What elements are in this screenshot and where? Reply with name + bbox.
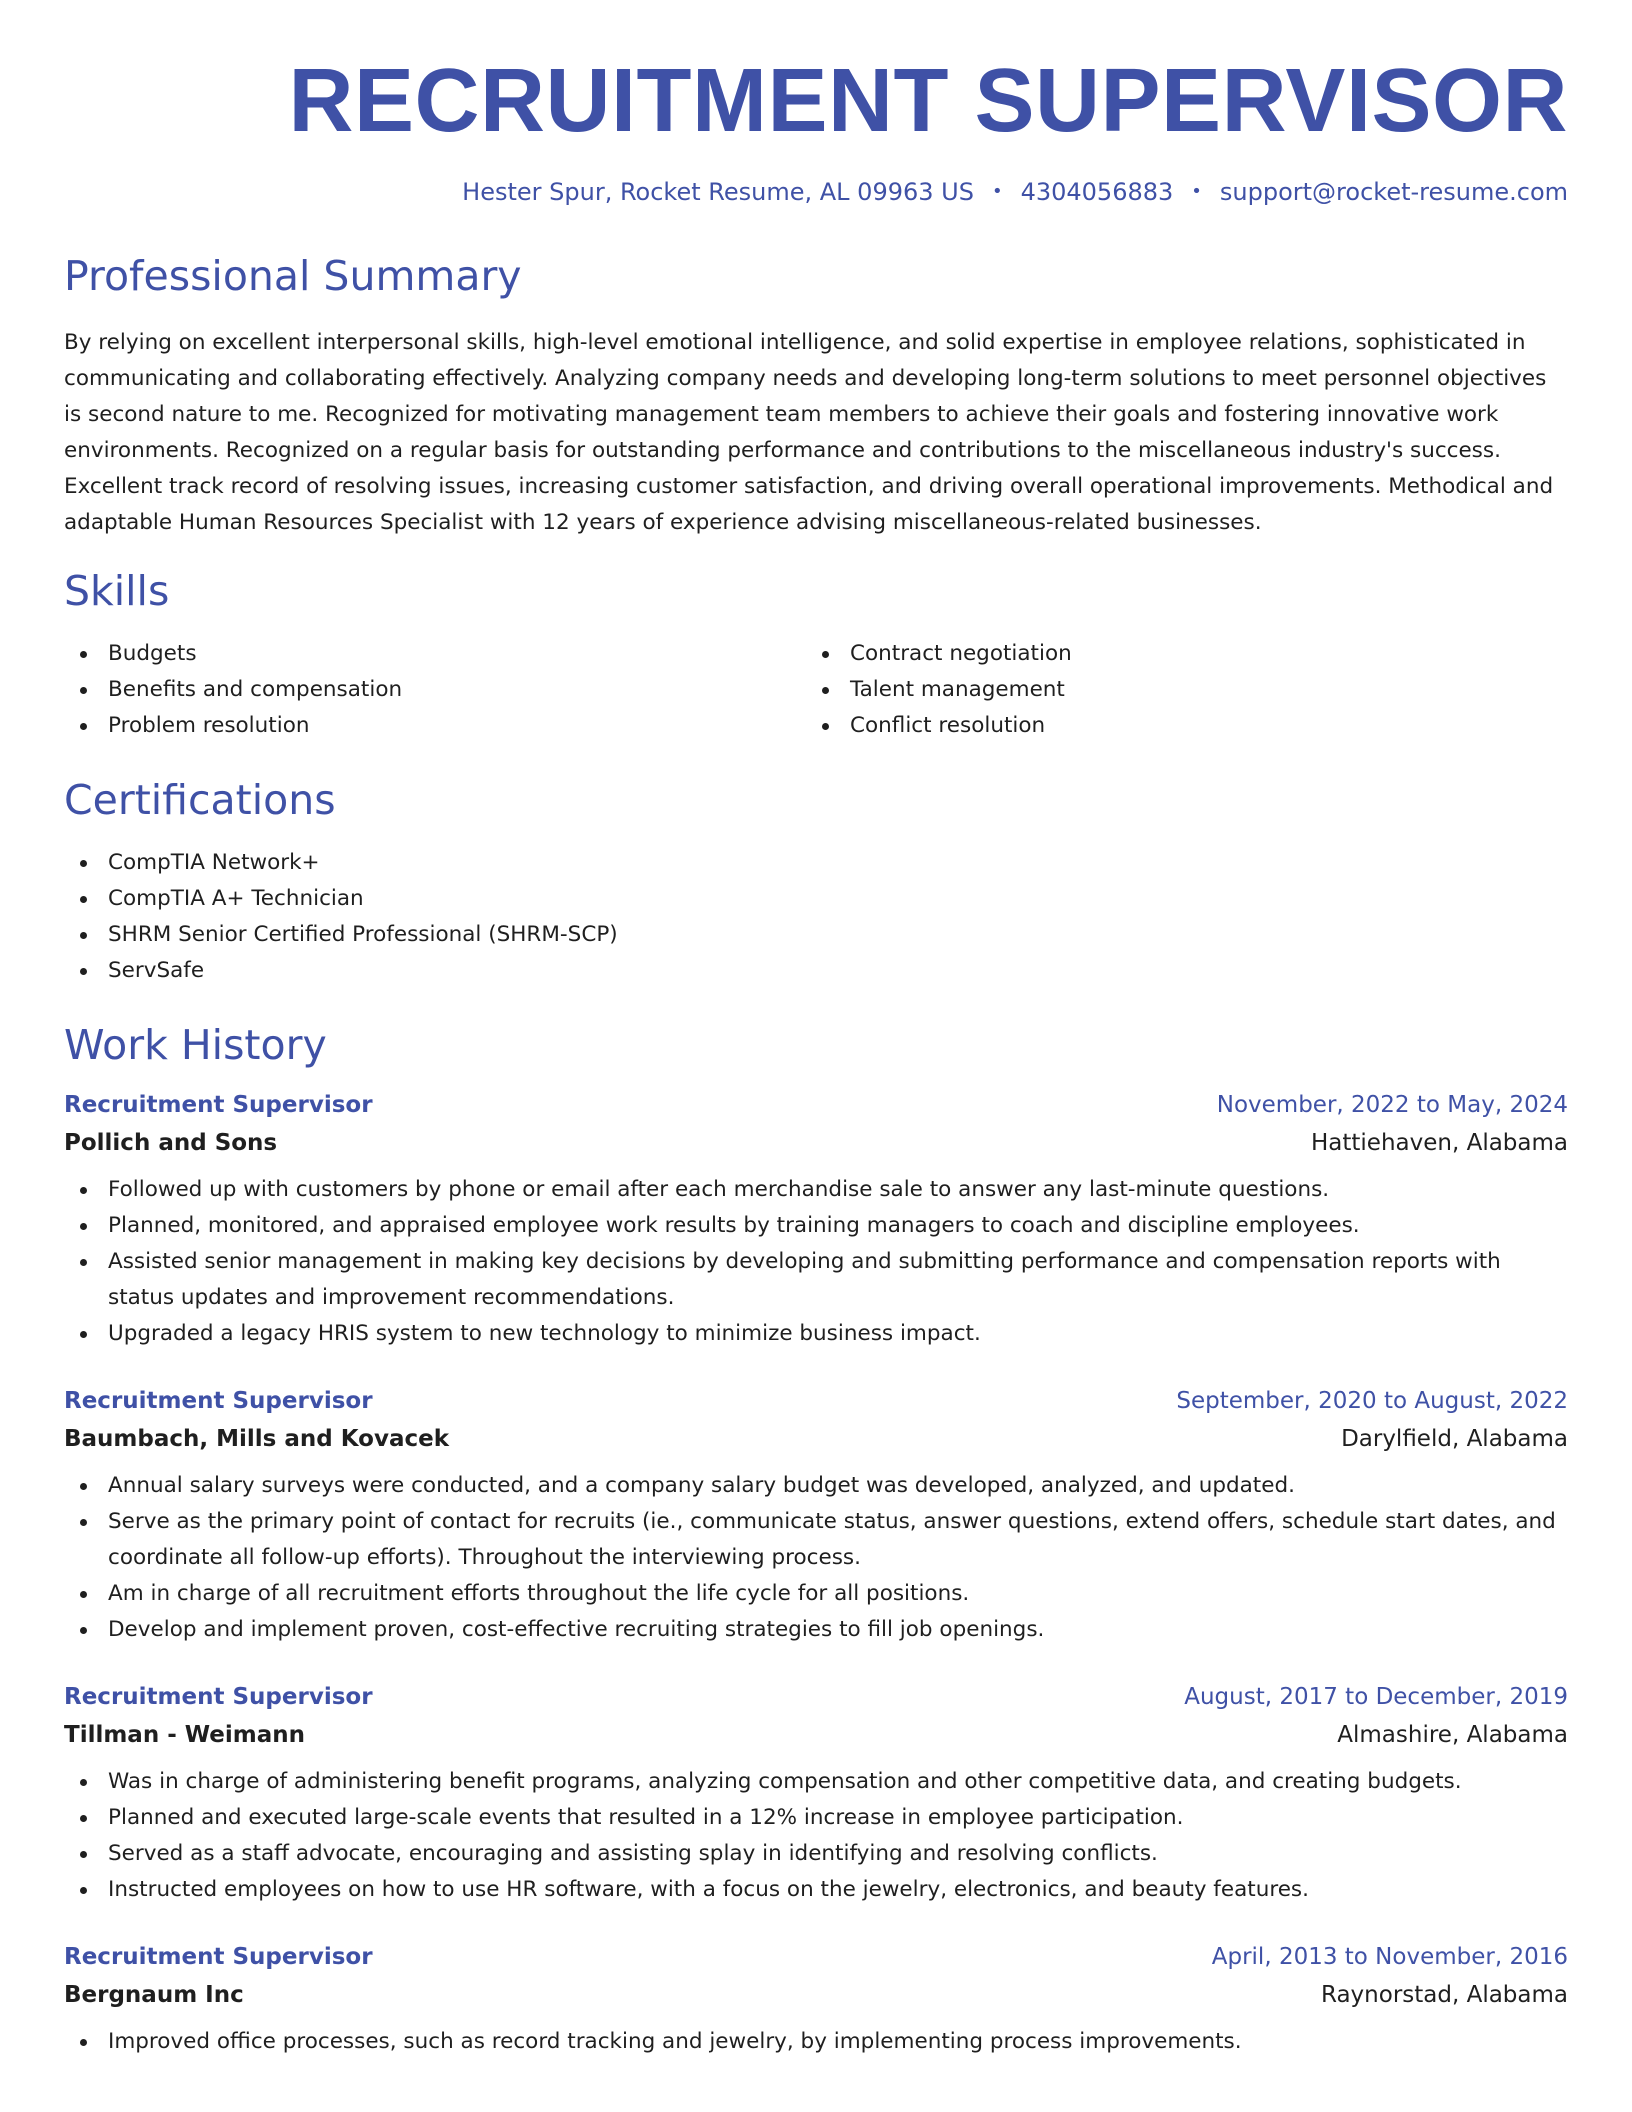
skills-grid <box>64 636 1568 744</box>
job-header <box>64 1682 1568 1712</box>
job-subheader <box>64 1720 1568 1750</box>
skills-list-left <box>64 636 806 744</box>
job-bullets <box>64 1172 1568 1352</box>
job-bullet: Served as a staff advocate, encouraging and assisting splay in identifying and resolving conflicts. <box>64 1836 1568 1872</box>
job-bullet: Annual salary surveys were conducted, and a company salary budget was developed, analyzed, and updated. <box>64 1468 1568 1504</box>
job-company: Bergnaum Inc <box>64 1982 244 2008</box>
job-title: Recruitment Supervisor <box>64 1092 373 1118</box>
job-bullet: Assisted senior management in making key decisions by developing and submitting performance and compensation reports with status updates and improvement recommendations. <box>64 1244 1568 1316</box>
job-bullet: Planned and executed large-scale events that resulted in a 12% increase in employee participation. <box>64 1800 1568 1836</box>
summary-heading: Professional Summary <box>64 252 522 300</box>
skill-item: Talent management <box>806 672 1548 708</box>
job-subheader <box>64 1128 1568 1158</box>
resume-name: RECRUITMENT SUPERVISOR <box>288 51 1568 151</box>
job-bullet: Develop and implement proven, cost-effective recruiting strategies to fill job openings. <box>64 1612 1568 1648</box>
job-bullet: Planned, monitored, and appraised employee work results by training managers to coach and discipline employees. <box>64 1208 1568 1244</box>
summary-text: By relying on excellent interpersonal skills, high-level emotional intelligence, and solid expertise in employee relations, sophisticated in communicating and collaborating effectively. Analyzing company needs and developing long-term solutions to meet personnel objectives is second nature to me. Recognized for motivating management team members to achieve their goals and fostering innovative work environments. Recognized on a regular basis for outstanding performance and contributions to the miscellaneous industry's success. Excellent track record of resolving issues, increasing customer satisfaction, and driving overall operational improvements. Methodical and adaptable Human Resources Specialist with 12 years of experience advising miscellaneous-related businesses. <box>64 330 1554 535</box>
job-bullet: Improved office processes, such as record tracking and jewelry, by implementing process improvements. <box>64 2024 1568 2060</box>
certification-item: CompTIA Network+ <box>64 845 1568 881</box>
job-subheader <box>64 1424 1568 1454</box>
skills-list-right <box>806 636 1548 744</box>
job-entry <box>64 1090 1568 1352</box>
skill-item: Problem resolution <box>64 708 806 744</box>
job-entry <box>64 1386 1568 1648</box>
work-history-heading: Work History <box>64 1021 327 1069</box>
job-location: Darylfield, Alabama <box>1341 1426 1568 1452</box>
job-location: Almashire, Alabama <box>1337 1722 1568 1748</box>
job-header <box>64 1942 1568 1972</box>
job-header <box>64 1090 1568 1120</box>
contact-phone: 4304056883 <box>1020 178 1174 206</box>
job-bullets <box>64 2024 1568 2060</box>
contact-separator: • <box>991 181 1003 202</box>
skill-item: Contract negotiation <box>806 636 1548 672</box>
certification-item: ServSafe <box>64 953 1568 989</box>
certification-item: CompTIA A+ Technician <box>64 881 1568 917</box>
job-title: Recruitment Supervisor <box>64 1388 373 1414</box>
job-dates: August, 2017 to December, 2019 <box>1184 1684 1568 1710</box>
job-header <box>64 1386 1568 1416</box>
job-bullets <box>64 1468 1568 1648</box>
job-bullet: Was in charge of administering benefit programs, analyzing compensation and other competitive data, and creating budgets. <box>64 1764 1568 1800</box>
job-bullet: Followed up with customers by phone or email after each merchandise sale to answer any last-minute questions. <box>64 1172 1568 1208</box>
contact-email: support@rocket-resume.com <box>1219 178 1568 206</box>
job-title: Recruitment Supervisor <box>64 1684 373 1710</box>
job-location: Hattiehaven, Alabama <box>1310 1130 1568 1156</box>
job-bullets <box>64 1764 1568 1908</box>
job-dates: September, 2020 to August, 2022 <box>1176 1388 1568 1414</box>
job-entry <box>64 1682 1568 1908</box>
job-bullet: Serve as the primary point of contact for recruits (ie., communicate status, answer questions, extend offers, schedule start dates, and coordinate all follow-up efforts). Throughout the interviewing process. <box>64 1504 1568 1576</box>
job-company: Baumbach, Mills and Kovacek <box>64 1426 449 1452</box>
job-company: Pollich and Sons <box>64 1130 278 1156</box>
job-location: Raynorstad, Alabama <box>1320 1982 1568 2008</box>
skill-item: Benefits and compensation <box>64 672 806 708</box>
certifications-heading: Certifications <box>64 776 336 824</box>
job-bullet: Am in charge of all recruitment efforts throughout the life cycle for all positions. <box>64 1576 1568 1612</box>
job-entry <box>64 1942 1568 2060</box>
skills-heading: Skills <box>64 567 170 615</box>
job-bullet: Instructed employees on how to use HR software, with a focus on the jewelry, electronics, and beauty features. <box>64 1872 1568 1908</box>
job-title: Recruitment Supervisor <box>64 1944 373 1970</box>
certifications-list <box>64 845 1568 989</box>
certification-item: SHRM Senior Certified Professional (SHRM-SCP) <box>64 917 1568 953</box>
contact-separator: • <box>1191 181 1202 202</box>
job-bullet: Upgraded a legacy HRIS system to new technology to minimize business impact. <box>64 1316 1568 1352</box>
job-company: Tillman - Weimann <box>64 1722 306 1748</box>
contact-line <box>64 180 1568 204</box>
job-subheader <box>64 1980 1568 2010</box>
job-dates: April, 2013 to November, 2016 <box>1211 1944 1568 1970</box>
skill-item: Conflict resolution <box>806 708 1548 744</box>
contact-address: Hester Spur, Rocket Resume, AL 09963 US <box>462 178 974 206</box>
job-dates: November, 2022 to May, 2024 <box>1216 1092 1568 1118</box>
skill-item: Budgets <box>64 636 806 672</box>
